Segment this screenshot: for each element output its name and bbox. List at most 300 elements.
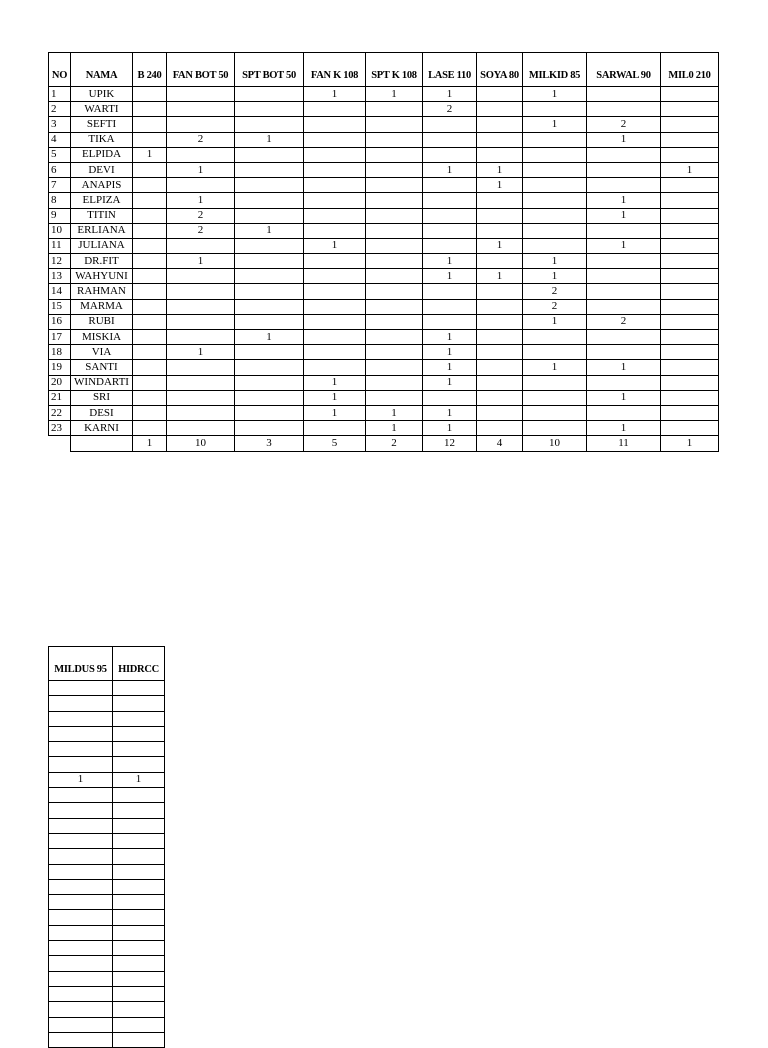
table-cell xyxy=(366,390,423,405)
table-cell xyxy=(423,314,477,329)
table-cell xyxy=(167,314,235,329)
table-cell: DEVI xyxy=(71,162,133,177)
table-cell xyxy=(477,345,523,360)
table-cell xyxy=(49,742,113,757)
table-cell xyxy=(113,1002,165,1017)
table-cell: 1 xyxy=(523,117,587,132)
table-cell xyxy=(235,254,304,269)
table-cell xyxy=(477,284,523,299)
table-cell xyxy=(587,254,661,269)
table-cell xyxy=(523,208,587,223)
table-cell: DESI xyxy=(71,405,133,420)
table-cell xyxy=(523,162,587,177)
table-cell xyxy=(113,726,165,741)
table-cell xyxy=(304,117,366,132)
table-row xyxy=(49,390,719,405)
table-cell xyxy=(167,375,235,390)
main-table-body xyxy=(49,87,719,452)
table-cell xyxy=(477,421,523,436)
table-cell xyxy=(113,971,165,986)
table-cell xyxy=(235,238,304,253)
table-cell xyxy=(235,390,304,405)
table-cell: 1 xyxy=(49,772,113,787)
table-cell xyxy=(49,726,113,741)
table-cell: 1 xyxy=(423,375,477,390)
table-cell xyxy=(49,1017,113,1032)
table-cell xyxy=(661,254,719,269)
table-cell xyxy=(304,223,366,238)
table-cell: 1 xyxy=(477,162,523,177)
table-cell xyxy=(423,223,477,238)
table-row xyxy=(49,757,165,772)
table-cell xyxy=(423,208,477,223)
table-row xyxy=(49,345,719,360)
column-header: FAN BOT 50 xyxy=(167,53,235,87)
table-cell: 1 xyxy=(304,375,366,390)
table-cell xyxy=(587,162,661,177)
table-cell xyxy=(661,299,719,314)
table-cell xyxy=(113,833,165,848)
table-row xyxy=(49,421,719,436)
table-cell: 10 xyxy=(49,223,71,238)
table-cell: 5 xyxy=(49,147,71,162)
table-row xyxy=(49,238,719,253)
total-cell: 12 xyxy=(423,436,477,451)
table-cell: 14 xyxy=(49,284,71,299)
table-cell xyxy=(49,895,113,910)
table-cell xyxy=(587,223,661,238)
table-cell: 1 xyxy=(235,330,304,345)
table-cell: 1 xyxy=(423,87,477,102)
table-cell xyxy=(49,1002,113,1017)
table-cell xyxy=(661,147,719,162)
table-cell: 1 xyxy=(304,390,366,405)
column-header: MILKID 85 xyxy=(523,53,587,87)
column-header: SARWAL 90 xyxy=(587,53,661,87)
table-cell xyxy=(133,238,167,253)
table-cell xyxy=(235,147,304,162)
table-cell xyxy=(304,193,366,208)
table-row xyxy=(49,299,719,314)
table-cell xyxy=(235,299,304,314)
table-cell xyxy=(49,864,113,879)
table-cell: KARNI xyxy=(71,421,133,436)
table-cell: SANTI xyxy=(71,360,133,375)
table-cell xyxy=(366,223,423,238)
table-row xyxy=(49,132,719,147)
table-row xyxy=(49,910,165,925)
table-cell: WINDARTI xyxy=(71,375,133,390)
table-cell xyxy=(113,711,165,726)
table-cell xyxy=(523,178,587,193)
total-cell: 10 xyxy=(167,436,235,451)
table-row xyxy=(49,818,165,833)
table-cell xyxy=(523,375,587,390)
table-cell xyxy=(49,711,113,726)
table-cell xyxy=(366,284,423,299)
table-cell: 1 xyxy=(587,193,661,208)
table-cell: 2 xyxy=(167,132,235,147)
table-cell xyxy=(133,314,167,329)
table-cell xyxy=(423,299,477,314)
table-cell xyxy=(587,345,661,360)
table-cell: 1 xyxy=(423,330,477,345)
column-header: B 240 xyxy=(133,53,167,87)
table-cell xyxy=(477,405,523,420)
table-cell xyxy=(587,269,661,284)
table-row xyxy=(49,803,165,818)
table-cell xyxy=(304,360,366,375)
table-cell xyxy=(366,162,423,177)
table-cell xyxy=(167,360,235,375)
table-cell: WARTI xyxy=(71,102,133,117)
table-cell xyxy=(523,238,587,253)
table-cell: 1 xyxy=(477,238,523,253)
table-cell: 11 xyxy=(49,238,71,253)
total-cell: 10 xyxy=(523,436,587,451)
table-cell xyxy=(235,87,304,102)
table-row xyxy=(49,147,719,162)
table-cell: 1 xyxy=(523,360,587,375)
table-cell xyxy=(661,375,719,390)
table-cell xyxy=(167,299,235,314)
table-cell xyxy=(133,117,167,132)
table-cell xyxy=(133,421,167,436)
table-cell xyxy=(523,330,587,345)
table-cell xyxy=(366,345,423,360)
table-row xyxy=(49,833,165,848)
table-cell xyxy=(235,178,304,193)
table-cell xyxy=(133,102,167,117)
table-cell: DR.FIT xyxy=(71,254,133,269)
table-cell xyxy=(167,238,235,253)
table-row xyxy=(49,405,719,420)
table-cell xyxy=(366,132,423,147)
table-cell xyxy=(477,87,523,102)
table-cell xyxy=(235,117,304,132)
table-cell xyxy=(304,330,366,345)
table-cell xyxy=(366,269,423,284)
table-cell xyxy=(661,238,719,253)
column-header: SPT K 108 xyxy=(366,53,423,87)
table-cell xyxy=(477,299,523,314)
table-cell: 2 xyxy=(167,208,235,223)
table-row xyxy=(49,711,165,726)
table-cell xyxy=(366,330,423,345)
table-cell: 19 xyxy=(49,360,71,375)
table-cell: 1 xyxy=(523,87,587,102)
table-cell: WAHYUNI xyxy=(71,269,133,284)
table-row xyxy=(49,269,719,284)
column-header: FAN K 108 xyxy=(304,53,366,87)
table-cell xyxy=(113,941,165,956)
column-header: NO xyxy=(49,53,71,87)
table-row xyxy=(49,696,165,711)
table-cell: 1 xyxy=(113,772,165,787)
main-table-header-row xyxy=(49,53,719,87)
table-cell: 13 xyxy=(49,269,71,284)
table-cell xyxy=(133,132,167,147)
table-cell xyxy=(113,818,165,833)
table-cell: 1 xyxy=(423,345,477,360)
table-cell xyxy=(235,208,304,223)
table-row xyxy=(49,254,719,269)
table-cell xyxy=(133,330,167,345)
table-cell xyxy=(477,375,523,390)
table-cell xyxy=(304,132,366,147)
table-cell: 1 xyxy=(423,405,477,420)
table-cell xyxy=(133,178,167,193)
table-cell xyxy=(167,330,235,345)
main-data-table xyxy=(48,52,719,452)
table-cell: 18 xyxy=(49,345,71,360)
table-cell xyxy=(366,147,423,162)
table-cell xyxy=(366,360,423,375)
total-cell: 2 xyxy=(366,436,423,451)
table-cell: 7 xyxy=(49,178,71,193)
table-cell xyxy=(304,314,366,329)
table-cell xyxy=(587,102,661,117)
table-cell: 21 xyxy=(49,390,71,405)
table-cell xyxy=(366,375,423,390)
table-cell xyxy=(523,132,587,147)
table-row xyxy=(49,941,165,956)
table-cell xyxy=(366,193,423,208)
total-cell xyxy=(71,436,133,451)
total-cell: 1 xyxy=(133,436,167,451)
table-cell xyxy=(661,178,719,193)
table-cell: ANAPIS xyxy=(71,178,133,193)
table-cell xyxy=(477,193,523,208)
table-cell xyxy=(133,360,167,375)
table-cell xyxy=(661,330,719,345)
table-cell xyxy=(113,910,165,925)
table-row xyxy=(49,1032,165,1047)
table-cell xyxy=(587,87,661,102)
table-cell: SEFTI xyxy=(71,117,133,132)
table-cell: 1 xyxy=(523,314,587,329)
column-header: LASE 110 xyxy=(423,53,477,87)
total-cell: 4 xyxy=(477,436,523,451)
table-cell: 1 xyxy=(167,345,235,360)
table-cell: 1 xyxy=(423,162,477,177)
table-cell xyxy=(523,405,587,420)
table-cell: 2 xyxy=(167,223,235,238)
table-cell xyxy=(235,162,304,177)
table-cell: UPIK xyxy=(71,87,133,102)
table-cell xyxy=(661,421,719,436)
table-row xyxy=(49,360,719,375)
table-cell xyxy=(133,193,167,208)
table-cell xyxy=(113,681,165,696)
table-cell xyxy=(113,696,165,711)
table-cell xyxy=(661,360,719,375)
table-cell xyxy=(366,102,423,117)
table-cell xyxy=(167,147,235,162)
table-cell xyxy=(49,849,113,864)
table-row xyxy=(49,178,719,193)
table-cell xyxy=(366,238,423,253)
table-cell xyxy=(304,178,366,193)
table-cell xyxy=(133,390,167,405)
table-cell xyxy=(587,284,661,299)
table-cell xyxy=(423,390,477,405)
table-cell xyxy=(167,284,235,299)
table-cell xyxy=(167,178,235,193)
table-row xyxy=(49,879,165,894)
table-cell xyxy=(49,818,113,833)
table-cell xyxy=(113,742,165,757)
table-cell xyxy=(49,925,113,940)
table-cell xyxy=(133,284,167,299)
table-cell xyxy=(366,117,423,132)
table-cell xyxy=(235,193,304,208)
table-cell: TITIN xyxy=(71,208,133,223)
table-cell xyxy=(49,986,113,1001)
table-cell xyxy=(661,390,719,405)
table-cell xyxy=(235,314,304,329)
table-cell xyxy=(661,102,719,117)
table-cell: ERLIANA xyxy=(71,223,133,238)
table-cell: 1 xyxy=(587,360,661,375)
table-row xyxy=(49,864,165,879)
table-cell: 1 xyxy=(366,421,423,436)
table-cell xyxy=(113,895,165,910)
table-cell xyxy=(477,254,523,269)
table-cell xyxy=(49,941,113,956)
table-cell: 1 xyxy=(423,269,477,284)
table-row xyxy=(49,971,165,986)
table-cell: RAHMAN xyxy=(71,284,133,299)
table-cell xyxy=(113,803,165,818)
table-cell xyxy=(661,314,719,329)
table-cell xyxy=(113,864,165,879)
table-cell xyxy=(167,405,235,420)
table-cell xyxy=(661,87,719,102)
table-cell xyxy=(49,681,113,696)
table-cell: 2 xyxy=(523,299,587,314)
table-cell xyxy=(661,208,719,223)
table-cell: SRI xyxy=(71,390,133,405)
table-cell: 2 xyxy=(587,314,661,329)
table-row xyxy=(49,102,719,117)
table-cell xyxy=(235,284,304,299)
table-cell: 23 xyxy=(49,421,71,436)
table-cell xyxy=(167,269,235,284)
table-row xyxy=(49,162,719,177)
table-cell xyxy=(113,986,165,1001)
table-cell xyxy=(235,405,304,420)
table-cell: 20 xyxy=(49,375,71,390)
side-data-table xyxy=(48,646,165,1048)
table-cell: 1 xyxy=(523,254,587,269)
table-cell: 2 xyxy=(49,102,71,117)
table-cell: 1 xyxy=(366,405,423,420)
table-row xyxy=(49,1002,165,1017)
table-row xyxy=(49,87,719,102)
side-table-header-row xyxy=(49,647,165,681)
table-cell xyxy=(304,284,366,299)
table-cell xyxy=(477,223,523,238)
table-cell xyxy=(423,238,477,253)
table-cell xyxy=(113,757,165,772)
table-cell: VIA xyxy=(71,345,133,360)
table-cell xyxy=(113,1032,165,1047)
table-cell xyxy=(167,117,235,132)
table-cell xyxy=(661,405,719,420)
table-cell xyxy=(523,193,587,208)
table-cell xyxy=(133,269,167,284)
table-cell xyxy=(477,132,523,147)
table-cell: 1 xyxy=(587,132,661,147)
table-cell xyxy=(133,223,167,238)
table-cell: 1 xyxy=(167,193,235,208)
table-cell xyxy=(661,345,719,360)
table-cell: MARMA xyxy=(71,299,133,314)
table-cell xyxy=(235,360,304,375)
table-cell xyxy=(49,1032,113,1047)
table-row xyxy=(49,849,165,864)
table-cell xyxy=(423,132,477,147)
table-cell: TIKA xyxy=(71,132,133,147)
table-cell: 1 xyxy=(587,238,661,253)
table-cell: 1 xyxy=(167,254,235,269)
table-cell: 1 xyxy=(423,254,477,269)
table-cell: 9 xyxy=(49,208,71,223)
table-cell xyxy=(587,330,661,345)
table-row xyxy=(49,726,165,741)
table-cell: 4 xyxy=(49,132,71,147)
table-cell: 15 xyxy=(49,299,71,314)
table-cell xyxy=(523,390,587,405)
table-cell xyxy=(49,971,113,986)
total-cell: 11 xyxy=(587,436,661,451)
table-row xyxy=(49,314,719,329)
table-row xyxy=(49,284,719,299)
table-row xyxy=(49,742,165,757)
table-cell xyxy=(661,269,719,284)
table-cell: JULIANA xyxy=(71,238,133,253)
table-cell: 2 xyxy=(587,117,661,132)
table-cell: 1 xyxy=(477,178,523,193)
table-cell xyxy=(304,254,366,269)
table-cell xyxy=(304,162,366,177)
table-cell xyxy=(366,208,423,223)
table-cell xyxy=(49,788,113,803)
table-cell xyxy=(304,147,366,162)
table-cell xyxy=(587,147,661,162)
table-cell: 1 xyxy=(304,238,366,253)
table-row xyxy=(49,193,719,208)
table-cell: 16 xyxy=(49,314,71,329)
table-cell xyxy=(587,375,661,390)
table-cell xyxy=(113,1017,165,1032)
table-cell xyxy=(133,345,167,360)
table-cell: 1 xyxy=(304,87,366,102)
table-cell xyxy=(133,208,167,223)
table-cell xyxy=(477,390,523,405)
table-cell xyxy=(49,879,113,894)
table-cell xyxy=(235,269,304,284)
table-cell xyxy=(133,405,167,420)
table-cell xyxy=(113,849,165,864)
table-cell xyxy=(49,696,113,711)
table-cell xyxy=(235,102,304,117)
total-cell xyxy=(49,436,71,451)
table-cell: 1 xyxy=(661,162,719,177)
table-cell xyxy=(113,925,165,940)
table-cell: 1 xyxy=(366,87,423,102)
